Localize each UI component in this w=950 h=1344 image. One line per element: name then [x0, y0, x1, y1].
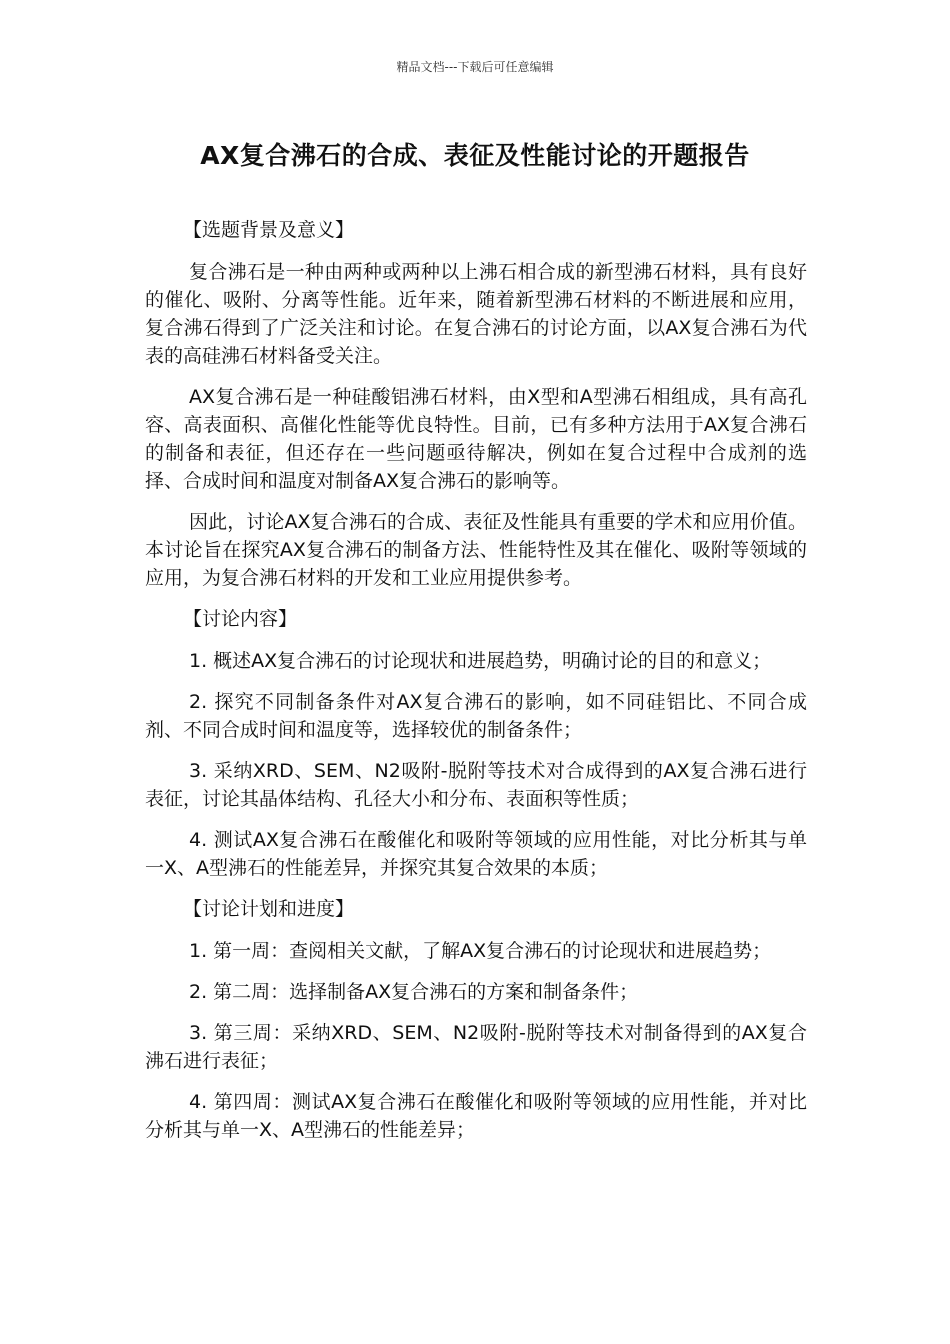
section-heading-plan: 【讨论计划和进度】 [183, 898, 355, 920]
paragraph: 因此，讨论AX复合沸石的合成、表征及性能具有重要的学术和应用价值。本讨论旨在探究AX复合沸石的制备方法、性能特性及其在催化、吸附等领域的应用，为复合沸石材料的开发和工业应用提供参考。 [145, 511, 807, 589]
document-body [145, 216, 807, 1157]
page-header: 精品文档---下载后可任意编辑 [396, 60, 554, 74]
paragraph: 复合沸石是一种由两种或两种以上沸石相合成的新型沸石材料，具有良好的催化、吸附、分离等性能。近年来，随着新型沸石材料的不断进展和应用，复合沸石得到了广泛关注和讨论。在复合沸石的讨论方面，以AX复合沸石为代表的高硅沸石材料备受关注。 [145, 261, 807, 367]
list-item: 2. 第二周：选择制备AX复合沸石的方案和制备条件； [189, 981, 639, 1003]
list-item: 3. 采纳XRD、SEM、N2吸附-脱附等技术对合成得到的AX复合沸石进行表征，讨论其晶体结构、孔径大小和分布、表面积等性质； [145, 760, 807, 810]
document-title: AX复合沸石的合成、表征及性能讨论的开题报告 [200, 141, 750, 170]
list-item: 3. 第三周：采纳XRD、SEM、N2吸附-脱附等技术对制备得到的AX复合沸石进行表征； [145, 1022, 807, 1072]
list-item: 1. 第一周：查阅相关文献，了解AX复合沸石的讨论现状和进展趋势； [189, 940, 772, 962]
list-item: 4. 测试AX复合沸石在酸催化和吸附等领域的应用性能，对比分析其与单一X、A型沸石的性能差异，并探究其复合效果的本质； [145, 829, 807, 879]
list-item: 1. 概述AX复合沸石的讨论现状和进展趋势，明确讨论的目的和意义； [189, 650, 772, 672]
section-heading-background: 【选题背景及意义】 [183, 219, 355, 241]
list-item: 2. 探究不同制备条件对AX复合沸石的影响，如不同硅铝比、不同合成剂、不同合成时间和温度等，选择较优的制备条件； [145, 691, 807, 741]
list-item: 4. 第四周：测试AX复合沸石在酸催化和吸附等领域的应用性能，并对比分析其与单一X、A型沸石的性能差异； [145, 1091, 807, 1141]
paragraph: AX复合沸石是一种硅酸铝沸石材料，由X型和A型沸石相组成，具有高孔容、高表面积、高催化性能等优良特性。目前，已有多种方法用于AX复合沸石的制备和表征，但还存在一些问题亟待解决，例如在复合过程中合成剂的选择、合成时间和温度对制备AX复合沸石的影响等。 [145, 386, 807, 492]
section-heading-content: 【讨论内容】 [183, 608, 298, 630]
